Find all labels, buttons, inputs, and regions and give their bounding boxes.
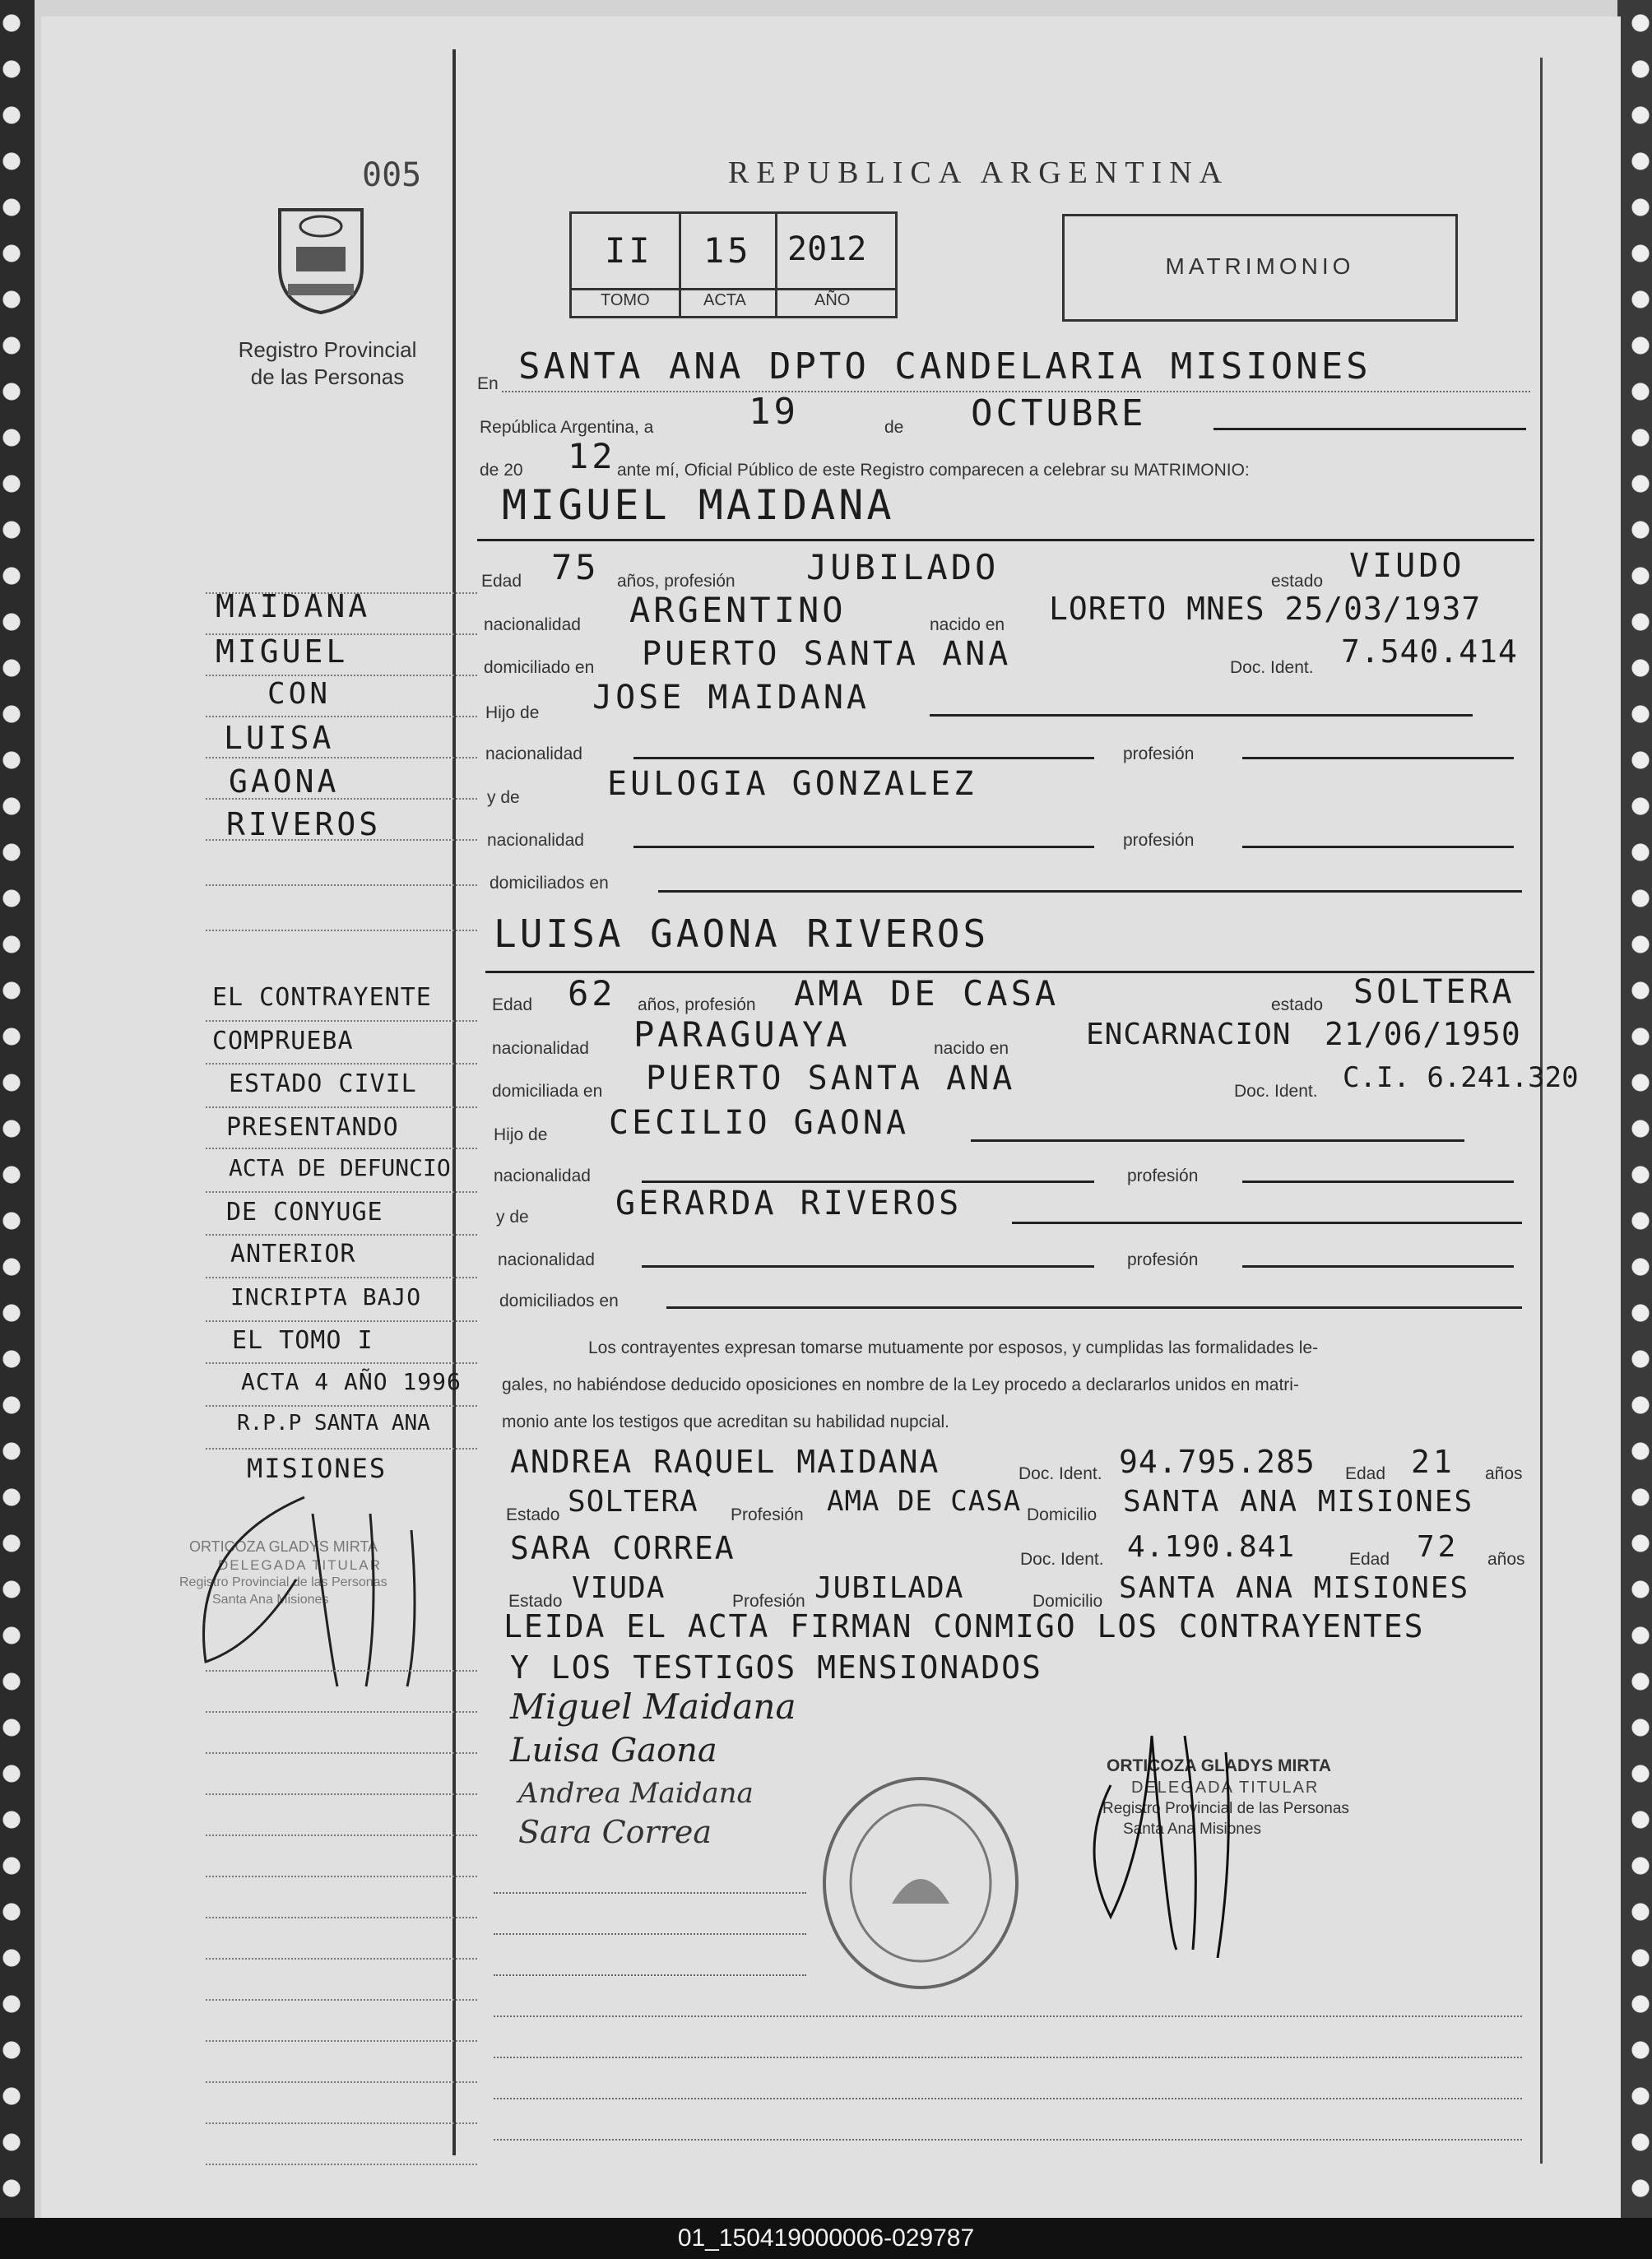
witness1-edad: 21 xyxy=(1411,1444,1455,1480)
bride-estado: SOLTERA xyxy=(1353,973,1515,1011)
margin-name-line: CON xyxy=(267,677,332,711)
closing-line2: Y LOS TESTIGOS MENSIONADOS xyxy=(510,1649,1042,1686)
witness2-anos: años xyxy=(1487,1550,1525,1569)
witness1-profesion: AMA DE CASA xyxy=(827,1485,1022,1518)
left-stamp-line3: Registro Provincial de las Personas xyxy=(179,1575,387,1589)
bride-nac3-label: nacionalidad xyxy=(498,1250,595,1269)
witness2-domicilio: SANTA ANA MISIONES xyxy=(1119,1571,1470,1605)
witness2-estado-label: Estado xyxy=(508,1592,563,1611)
date-day: 19 xyxy=(749,391,799,433)
margin-note-line: EL CONTRAYENTE xyxy=(212,983,432,1012)
witness1-name: ANDREA RAQUEL MAIDANA xyxy=(510,1444,940,1480)
anio-label: AÑO xyxy=(814,291,851,309)
witness2-dom-label: Domicilio xyxy=(1032,1592,1103,1611)
bride-dom-label: domiciliada en xyxy=(492,1082,603,1101)
witness1-anos: años xyxy=(1485,1464,1523,1483)
margin-name-line: MIGUEL xyxy=(216,633,349,670)
bride-prof-label: años, profesión xyxy=(638,995,756,1014)
groom-domicilio: PUERTO SANTA ANA xyxy=(642,635,1012,673)
groom-name: MIGUEL MAIDANA xyxy=(502,481,895,529)
date-de: de xyxy=(884,418,904,437)
signature-groom: Miguel Maidana xyxy=(510,1686,796,1727)
place-value: SANTA ANA DPTO CANDELARIA MISIONES xyxy=(518,346,1371,387)
margin-note-line: EL TOMO I xyxy=(232,1326,374,1355)
groom-nac2-label: nacionalidad xyxy=(485,744,582,763)
registry-line1: Registro Provincial xyxy=(238,337,417,362)
witness2-name: SARA CORREA xyxy=(510,1530,736,1566)
groom-edad-label: Edad xyxy=(481,572,522,591)
groom-edad: 75 xyxy=(551,547,600,587)
margin-note-line: COMPRUEBA xyxy=(212,1027,354,1055)
spiral-binding xyxy=(0,0,35,2218)
left-signature-icon xyxy=(173,1481,494,1695)
bride-estado-label: estado xyxy=(1271,995,1324,1014)
margin-note-line: INCRIPTA BAJO xyxy=(230,1283,422,1310)
bride-yde-label: y de xyxy=(496,1208,529,1227)
bride-doc-label: Doc. Ident. xyxy=(1234,1082,1318,1101)
groom-nacido-label: nacido en xyxy=(930,615,1005,634)
witness2-profesion: JUBILADA xyxy=(814,1571,964,1605)
bride-nac2-label: nacionalidad xyxy=(494,1167,591,1185)
bride-doc: C.I. 6.241.320 xyxy=(1343,1061,1579,1094)
bride-prof3-label: profesión xyxy=(1127,1250,1199,1269)
closing-line1: LEIDA EL ACTA FIRMAN CONMIGO LOS CONTRAYENTES xyxy=(503,1608,1425,1644)
witness1-edad-label: Edad xyxy=(1345,1464,1386,1483)
bride-nacido-fecha: 21/06/1950 xyxy=(1325,1016,1521,1052)
bride-nacido-label: nacido en xyxy=(934,1039,1009,1058)
registry-seal-icon xyxy=(823,1777,1019,1989)
groom-nacido: LORETO MNES 25/03/1937 xyxy=(1049,591,1482,627)
groom-nac3-label: nacionalidad xyxy=(487,831,584,850)
bride-edad-label: Edad xyxy=(492,995,533,1014)
groom-nac-label: nacionalidad xyxy=(484,615,581,634)
witness1-doc-label: Doc. Ident. xyxy=(1019,1464,1102,1483)
witness2-doc: 4.190.841 xyxy=(1127,1530,1296,1564)
witness2-edad-label: Edad xyxy=(1349,1550,1390,1569)
margin-note-line: DE CONYUGE xyxy=(226,1198,383,1227)
signature-witness2: Sara Correa xyxy=(518,1814,712,1850)
doc-type-box xyxy=(1062,214,1458,322)
witness1-prof-label: Profesión xyxy=(731,1505,804,1524)
witness1-estado: SOLTERA xyxy=(568,1485,698,1519)
tomo-label: TOMO xyxy=(601,291,650,309)
groom-prof-label: años, profesión xyxy=(617,572,736,591)
official-signature-icon xyxy=(1061,1686,1308,1958)
bride-madre: GERARDA RIVEROS xyxy=(615,1185,963,1222)
groom-hijo-label: Hijo de xyxy=(485,703,540,722)
bride-doms-label: domiciliados en xyxy=(499,1292,619,1310)
witness2-edad: 72 xyxy=(1417,1530,1459,1564)
margin-name-line: RIVEROS xyxy=(226,806,382,842)
margin-note-line: PRESENTANDO xyxy=(226,1113,399,1142)
stamp-line3: Registro Provincial de las Personas xyxy=(1102,1800,1349,1817)
bride-hijo-label: Hijo de xyxy=(494,1125,548,1144)
bride-prof2-label: profesión xyxy=(1127,1167,1199,1185)
margin-note-line: MISIONES xyxy=(247,1453,387,1484)
footer-id: 01_150419000006-029787 xyxy=(0,2218,1652,2259)
anio-value: 2012 xyxy=(787,230,867,268)
date-month: OCTUBRE xyxy=(971,392,1147,434)
year-suffix: 12 xyxy=(568,436,616,476)
groom-estado: VIUDO xyxy=(1349,547,1465,585)
record-table xyxy=(569,211,898,318)
signature-witness1: Andrea Maidana xyxy=(518,1777,754,1810)
right-rule xyxy=(1540,58,1543,2164)
margin-name-line: LUISA xyxy=(224,720,335,756)
groom-nacionalidad: ARGENTINO xyxy=(629,590,847,630)
groom-madre: EULOGIA GONZALEZ xyxy=(607,765,977,803)
margin-rule xyxy=(452,49,456,2155)
bride-domicilio: PUERTO SANTA ANA xyxy=(646,1060,1016,1097)
margin-note-line: R.P.P SANTA ANA xyxy=(237,1411,430,1436)
groom-yde-label: y de xyxy=(487,788,520,807)
groom-profesion: JUBILADO xyxy=(806,547,1000,587)
declaration-line2: gales, no habiéndose deducido oposiciones en nombre de la Ley procedo a declararlos unidos en matri- xyxy=(502,1375,1299,1394)
province-crest-icon xyxy=(271,202,370,317)
groom-dom-label: domiciliado en xyxy=(484,658,595,677)
witness1-domicilio: SANTA ANA MISIONES xyxy=(1123,1485,1474,1519)
bride-nacionalidad: PARAGUAYA xyxy=(633,1014,851,1055)
bride-edad: 62 xyxy=(568,973,616,1014)
signature-bride: Luisa Gaona xyxy=(510,1732,717,1770)
margin-name-line: GAONA xyxy=(229,763,340,800)
page-number: 005 xyxy=(362,156,422,194)
witness1-estado-label: Estado xyxy=(506,1505,560,1524)
margin-note-line: ACTA DE DEFUNCIO xyxy=(229,1154,451,1181)
witness1-doc: 94.795.285 xyxy=(1119,1444,1316,1480)
acta-label: ACTA xyxy=(703,291,746,309)
margin-note-line: ACTA 4 AÑO 1996 xyxy=(241,1368,462,1395)
bride-profesion: AMA DE CASA xyxy=(794,973,1060,1014)
margin-note-line: ESTADO CIVIL xyxy=(229,1069,417,1098)
groom-estado-label: estado xyxy=(1271,572,1324,591)
groom-padre: JOSE MAIDANA xyxy=(592,679,870,717)
witness1-dom-label: Domicilio xyxy=(1027,1505,1097,1524)
year-prefix: de 20 xyxy=(480,461,523,480)
stamp-line2: DELEGADA TITULAR xyxy=(1131,1779,1320,1797)
country-title: REPUBLICA ARGENTINA xyxy=(728,155,1230,190)
acta-value: 15 xyxy=(703,230,752,271)
date-sentence: ante mí, Oficial Público de este Registro comparecen a celebrar su MATRIMONIO: xyxy=(617,461,1250,480)
groom-prof2-label: profesión xyxy=(1123,744,1195,763)
groom-doc-label: Doc. Ident. xyxy=(1230,658,1314,677)
doc-type: MATRIMONIO xyxy=(1165,253,1355,279)
stamp-line4: Santa Ana Misiones xyxy=(1123,1821,1261,1838)
page-edge xyxy=(1617,0,1652,2218)
bride-padre: CECILIO GAONA xyxy=(609,1104,910,1142)
declaration-line1: Los contrayentes expresan tomarse mutuamente por esposos, y cumplidas las formalidades le- xyxy=(588,1338,1319,1357)
groom-prof3-label: profesión xyxy=(1123,831,1195,850)
bride-nac-label: nacionalidad xyxy=(492,1039,589,1058)
bride-name: LUISA GAONA RIVEROS xyxy=(494,911,990,956)
declaration-line3: monio ante los testigos que acreditan su habilidad nupcial. xyxy=(502,1412,950,1431)
witness2-estado: VIUDA xyxy=(572,1571,666,1605)
margin-note-line: ANTERIOR xyxy=(230,1240,356,1269)
stamp-line1: ORTICOZA GLADYS MIRTA xyxy=(1107,1756,1331,1775)
registry-line2: de las Personas xyxy=(250,364,405,389)
tomo-value: II xyxy=(605,230,653,271)
left-stamp-line1: ORTICOZA GLADYS MIRTA xyxy=(189,1538,378,1555)
groom-doms-label: domiciliados en xyxy=(490,874,609,893)
left-stamp-line4: Santa Ana Misiones xyxy=(212,1593,329,1607)
date-prefix: República Argentina, a xyxy=(480,418,654,437)
groom-doc: 7.540.414 xyxy=(1341,633,1518,670)
witness2-prof-label: Profesión xyxy=(732,1592,805,1611)
bride-nacido: ENCARNACION xyxy=(1086,1018,1292,1051)
place-label: En xyxy=(477,374,499,393)
margin-name-line: MAIDANA xyxy=(216,588,371,624)
left-stamp-line2: DELEGADA TITULAR xyxy=(218,1557,382,1573)
witness2-doc-label: Doc. Ident. xyxy=(1020,1550,1104,1569)
